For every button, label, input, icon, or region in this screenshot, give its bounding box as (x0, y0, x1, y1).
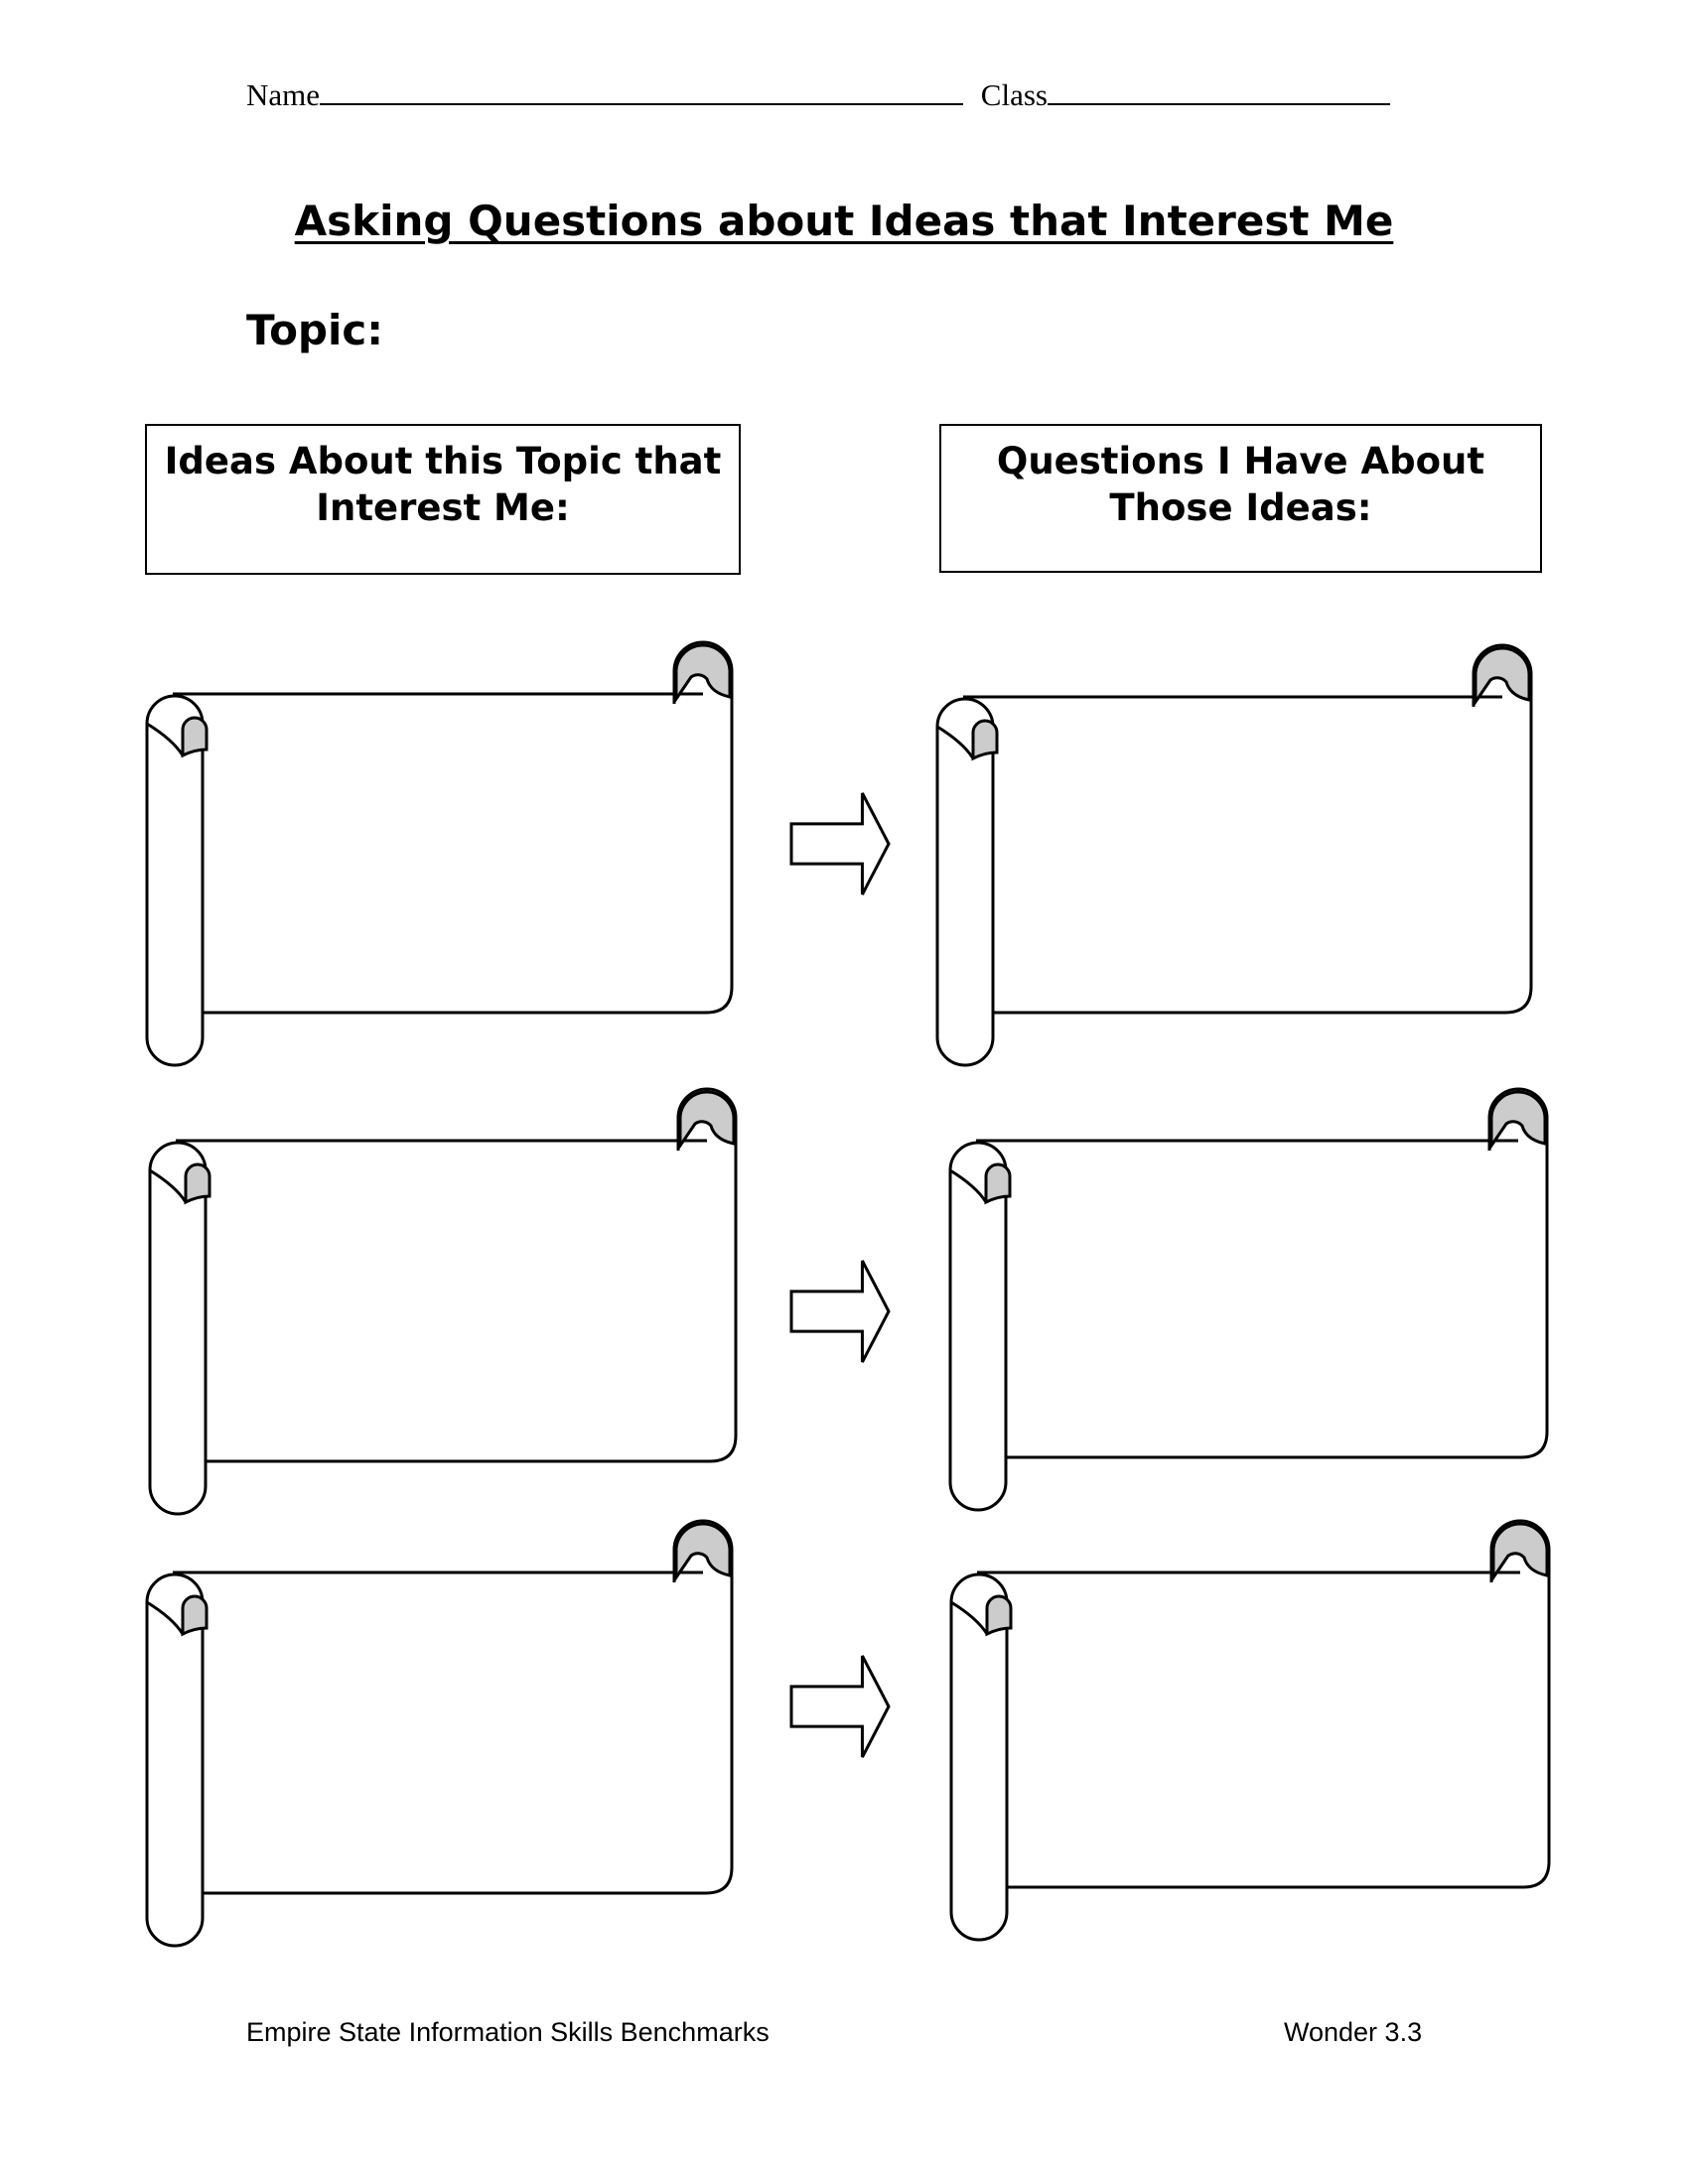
worksheet-title: Asking Questions about Ideas that Interest Me (294, 197, 1394, 245)
name-label: Name (246, 77, 321, 112)
ideas-header-line-2: Interest Me: (316, 486, 570, 529)
question-scroll-3[interactable] (949, 1519, 1553, 1942)
question-scroll-1[interactable] (935, 643, 1535, 1067)
class-field[interactable] (1048, 77, 1390, 105)
name-field[interactable] (320, 77, 963, 105)
idea-scroll-2[interactable] (148, 1087, 740, 1516)
question-scroll-2[interactable] (948, 1087, 1551, 1512)
arrow-shape (791, 1656, 889, 1757)
footer-source: Empire State Information Skills Benchmarks (246, 2017, 770, 2047)
questions-header-line-2: Those Ideas: (1109, 486, 1372, 529)
arrow-right-icon-1 (789, 791, 891, 896)
name-class-line (246, 77, 1390, 113)
class-label: Class (980, 77, 1048, 112)
arrow-shape (791, 793, 889, 894)
ideas-column-header (145, 424, 741, 575)
questions-column-header (939, 424, 1542, 573)
ideas-header-line-1: Ideas About this Topic that (164, 440, 722, 482)
idea-scroll-1[interactable] (145, 640, 736, 1067)
topic-label: Topic: (246, 306, 384, 354)
arrow-shape (791, 1261, 889, 1362)
arrow-right-icon-3 (789, 1654, 891, 1759)
footer-code: Wonder 3.3 (1284, 2017, 1423, 2047)
arrow-right-icon-2 (789, 1259, 891, 1364)
questions-header-line-1: Questions I Have About (996, 440, 1485, 482)
idea-scroll-3[interactable] (145, 1519, 736, 1948)
